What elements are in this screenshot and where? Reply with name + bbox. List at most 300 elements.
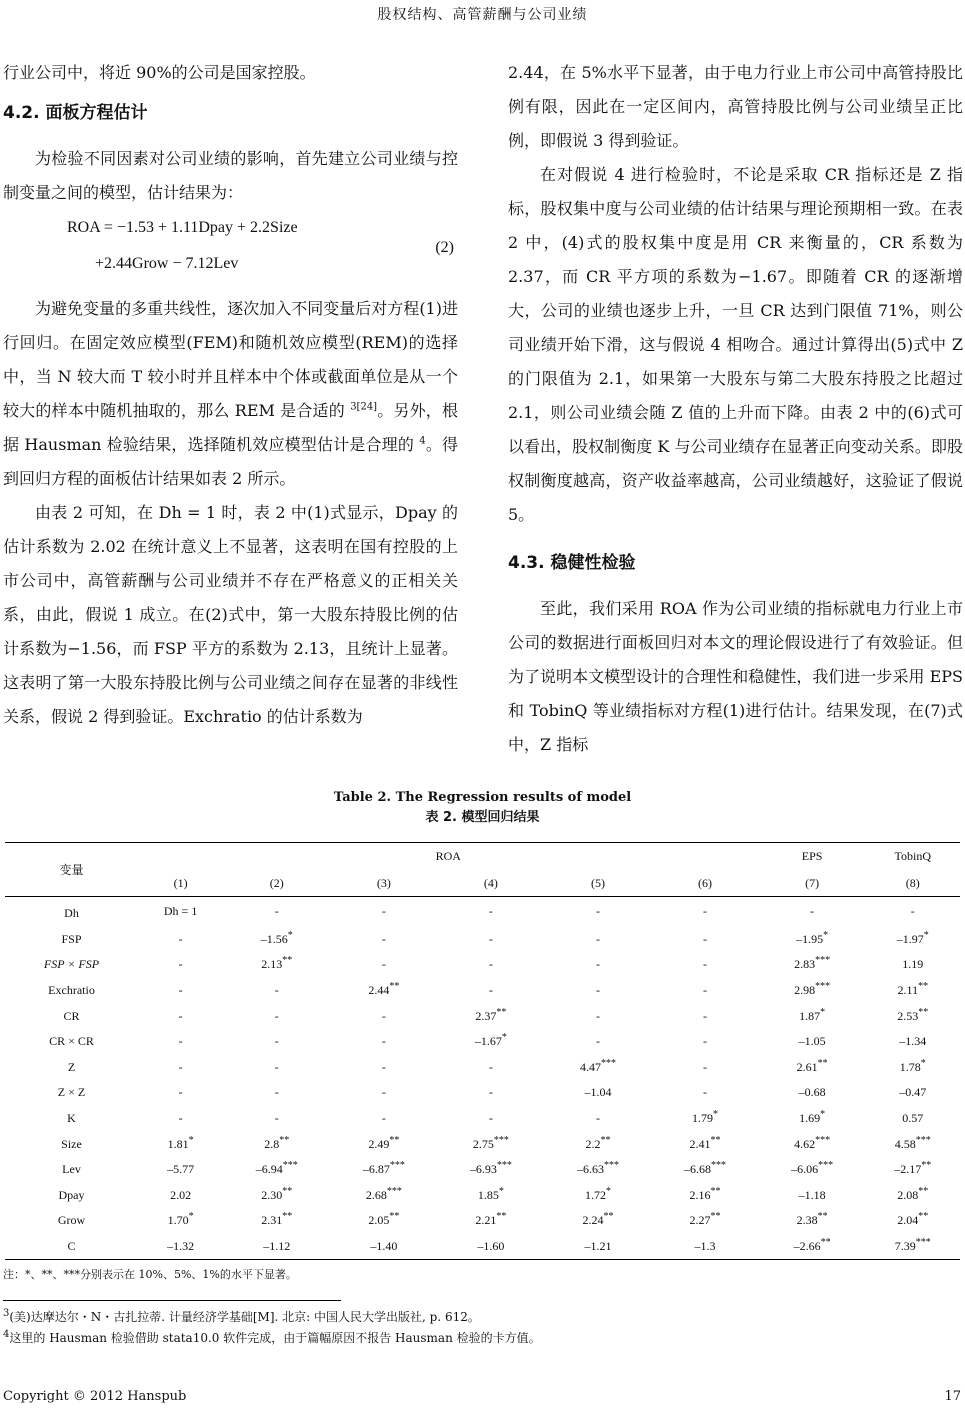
table-cell — [437, 1131, 544, 1157]
table-cell — [866, 897, 960, 927]
table-cell — [866, 1131, 960, 1157]
column-header: (5) — [544, 870, 651, 897]
row-variable-label: FSP × FSP — [43, 957, 100, 972]
table-cell — [759, 897, 866, 927]
cell-value: - — [178, 1085, 183, 1100]
significance-mark: *** — [386, 1185, 402, 1197]
table-cell — [759, 1208, 866, 1234]
significance-mark: ** — [282, 1185, 293, 1197]
row-variable: K — [67, 1111, 76, 1126]
cell-value: 0.57 — [902, 1111, 924, 1126]
row-variable: Dpay — [58, 1187, 85, 1202]
cell-value: 2.83 — [794, 957, 816, 972]
cell-value: 2.21 — [475, 1213, 497, 1228]
significance-mark: *** — [815, 955, 831, 967]
equation-number: (2) — [435, 239, 454, 256]
running-head: 股权结构、高管薪酬与公司业绩 — [377, 7, 588, 23]
cell-value: - — [381, 1111, 386, 1126]
cell-value: –6.68 — [684, 1162, 712, 1177]
table-cell — [544, 1234, 651, 1260]
row-variable: CR × CR — [49, 1034, 94, 1049]
cell-value: 2.38 — [796, 1213, 818, 1228]
table-cell — [759, 1157, 866, 1183]
cell-value: - — [703, 931, 708, 946]
table-cell — [138, 1080, 223, 1106]
table-cell — [651, 1208, 758, 1234]
cell-value: –2.17 — [894, 1162, 922, 1177]
column-header: (7) — [759, 870, 866, 897]
table-cell — [330, 1003, 437, 1029]
table-cell — [866, 1029, 960, 1055]
cell-value: - — [703, 983, 708, 998]
significance-mark: * — [923, 929, 929, 941]
text-run: 。另外，根据 Hausman 检验结果，选择随机效应模型估计是合理的 — [3, 401, 458, 454]
cell-value: - — [178, 1111, 183, 1126]
cell-value: 2.16 — [689, 1187, 711, 1202]
table-cell — [223, 1208, 330, 1234]
cell-value: 2.02 — [170, 1187, 192, 1202]
cell-value: - — [178, 1059, 183, 1074]
table-cell — [437, 1157, 544, 1183]
cell-value: –6.87 — [362, 1162, 390, 1177]
table-cell — [544, 927, 651, 953]
equation-line-1: ROA = −1.53 + 1.11Dpay + 2.2Size — [67, 219, 298, 236]
equation-line-2: +2.44Grow − 7.12Lev — [95, 255, 239, 272]
footnote-ref: 4 — [419, 435, 426, 447]
table-row — [5, 978, 960, 1004]
significance-mark: ** — [918, 1211, 929, 1223]
table-row — [5, 927, 960, 953]
table-cell — [138, 1157, 223, 1183]
significance-mark: * — [501, 1032, 507, 1044]
cell-value: - — [703, 1008, 708, 1023]
table-cell — [866, 1055, 960, 1081]
table-cell — [437, 1029, 544, 1055]
table-cell — [437, 1055, 544, 1081]
cell-value: - — [381, 957, 386, 972]
table-cell — [759, 1106, 866, 1132]
row-variable: Z — [67, 1059, 76, 1074]
table-cell — [330, 978, 437, 1004]
cell-value: 1.79 — [692, 1111, 714, 1126]
cell-value: - — [274, 983, 279, 998]
significance-mark: ** — [389, 981, 400, 993]
table-cell — [223, 1183, 330, 1209]
table-cell — [138, 1208, 223, 1234]
significance-mark: *** — [815, 1134, 831, 1146]
table-cell — [866, 978, 960, 1004]
cell-value: - — [381, 1085, 386, 1100]
significance-mark: * — [820, 1109, 826, 1121]
footnote-mark: 3 — [3, 1308, 10, 1319]
table-cell — [330, 1234, 437, 1260]
significance-mark: ** — [817, 1057, 828, 1069]
cell-value: Dh = 1 — [163, 904, 198, 919]
table-cell — [866, 1080, 960, 1106]
table-row — [5, 897, 960, 927]
table-cell — [223, 1234, 330, 1260]
table-cell — [138, 1131, 223, 1157]
cell-value: - — [178, 957, 183, 972]
cell-value: 1.81 — [167, 1136, 189, 1151]
table-cell — [138, 1106, 223, 1132]
cell-value: - — [488, 904, 493, 919]
table-cell — [759, 1029, 866, 1055]
table-cell — [437, 897, 544, 927]
cell-value: - — [381, 1034, 386, 1049]
row-variable: Z × Z — [57, 1085, 86, 1100]
cell-value: - — [595, 983, 600, 998]
table-cell — [544, 1131, 651, 1157]
significance-mark: * — [605, 1185, 611, 1197]
cell-value: - — [178, 983, 183, 998]
equation-2 — [3, 210, 458, 288]
cell-value: 2.05 — [368, 1213, 390, 1228]
column-header: (2) — [223, 870, 330, 897]
row-variable: Grow — [57, 1213, 86, 1228]
column-header: (8) — [866, 870, 960, 897]
cell-value: 1.87 — [799, 1008, 821, 1023]
paragraph: 为检验不同因素对公司业绩的影响，首先建立公司业绩与控制变量之间的模型，估计结果为： — [3, 149, 458, 202]
table-cell — [651, 927, 758, 953]
table-cell — [651, 1183, 758, 1209]
cell-value: –1.60 — [477, 1239, 505, 1254]
row-variable: Size — [61, 1136, 82, 1151]
significance-mark: ** — [710, 1185, 721, 1197]
table-cell — [437, 927, 544, 953]
table-cell — [759, 952, 866, 978]
table-cell — [330, 927, 437, 953]
cell-value: –1.12 — [263, 1239, 291, 1254]
table-cell — [651, 952, 758, 978]
cell-value: - — [381, 904, 386, 919]
cell-value: - — [595, 931, 600, 946]
table-cell — [330, 952, 437, 978]
cell-value: 4.62 — [794, 1136, 816, 1151]
cell-value: –1.97 — [896, 931, 924, 946]
cell-value: - — [488, 1085, 493, 1100]
cell-value: –2.66 — [793, 1239, 821, 1254]
cell-value: 2.27 — [689, 1213, 711, 1228]
table-cell — [651, 978, 758, 1004]
table-cell — [544, 1029, 651, 1055]
significance-mark: ** — [918, 1185, 929, 1197]
table-cell — [866, 1003, 960, 1029]
significance-mark: *** — [915, 1134, 931, 1146]
table-cell — [544, 1183, 651, 1209]
cell-value: - — [381, 1008, 386, 1023]
group-header-eps: EPS — [759, 843, 866, 871]
cell-value: 2.08 — [897, 1187, 919, 1202]
table-cell — [330, 1183, 437, 1209]
cell-value: 1.70 — [167, 1213, 189, 1228]
cell-value: - — [178, 1008, 183, 1023]
cell-value: 2.11 — [897, 983, 919, 998]
table-row — [5, 1208, 960, 1234]
significance-mark: *** — [915, 1237, 931, 1249]
cell-value: - — [488, 957, 493, 972]
paragraph: 2.44，在 5%水平下显著，由于电力行业上市公司中高管持股比例有限，因此在一定区间内，高管持股比例与公司业绩呈正比例，即假说 3 得到验证。 — [508, 63, 963, 150]
table-cell — [759, 1003, 866, 1029]
cell-value: 2.31 — [261, 1213, 283, 1228]
cell-value: –1.56 — [260, 931, 288, 946]
significance-mark: ** — [820, 1237, 831, 1249]
table-cell — [866, 1234, 960, 1260]
cell-value: - — [178, 1034, 183, 1049]
significance-mark: ** — [496, 1211, 507, 1223]
cell-value: –1.40 — [370, 1239, 398, 1254]
significance-mark: ** — [710, 1134, 721, 1146]
table-cell — [223, 952, 330, 978]
cell-value: –5.77 — [167, 1162, 195, 1177]
cell-value: 1.85 — [477, 1187, 499, 1202]
cell-value: –1.95 — [796, 931, 824, 946]
cell-value: –6.94 — [255, 1162, 283, 1177]
cell-value: - — [274, 1008, 279, 1023]
table-cell — [759, 1183, 866, 1209]
table-cell — [330, 1029, 437, 1055]
cell-value: 2.53 — [897, 1008, 919, 1023]
cell-value: - — [381, 1059, 386, 1074]
table-cell — [330, 1106, 437, 1132]
table-cell — [759, 1055, 866, 1081]
table-cell — [223, 1029, 330, 1055]
cell-value: 1.78 — [899, 1059, 921, 1074]
table-cell — [651, 1003, 758, 1029]
significance-mark: *** — [815, 981, 831, 993]
table-cell — [544, 897, 651, 927]
significance-mark: *** — [600, 1057, 616, 1069]
significance-mark: *** — [603, 1160, 619, 1172]
table-cell — [223, 1055, 330, 1081]
cell-value: - — [595, 1111, 600, 1126]
cell-value: –1.04 — [584, 1085, 612, 1100]
table-cell — [866, 1183, 960, 1209]
table-row — [5, 1003, 960, 1029]
section-heading-4-3: 4.3. 稳健性检验 — [508, 553, 636, 573]
table-cell — [138, 952, 223, 978]
cell-value: –0.68 — [798, 1085, 826, 1100]
cell-value: - — [488, 931, 493, 946]
cell-value: - — [274, 1034, 279, 1049]
table-cell — [651, 1080, 758, 1106]
table-row — [5, 1106, 960, 1132]
significance-mark: ** — [918, 981, 929, 993]
significance-mark: ** — [389, 1134, 400, 1146]
cell-value: –1.32 — [167, 1239, 195, 1254]
table-cell — [544, 1080, 651, 1106]
significance-mark: * — [287, 929, 293, 941]
row-variable: C — [5, 1234, 138, 1260]
table-cell — [759, 1234, 866, 1260]
cell-value: - — [488, 1111, 493, 1126]
cell-value: - — [274, 1085, 279, 1100]
cell-value: - — [178, 931, 183, 946]
cell-value: - — [595, 1034, 600, 1049]
table-cell — [866, 952, 960, 978]
cell-value: - — [703, 1059, 708, 1074]
table-cell — [544, 952, 651, 978]
table-row — [5, 1080, 960, 1106]
copyright: Copyright © 2012 Hanspub — [3, 1389, 187, 1404]
table-cell — [651, 1106, 758, 1132]
significance-mark: ** — [600, 1134, 611, 1146]
table-cell — [651, 897, 758, 927]
significance-mark: *** — [496, 1160, 512, 1172]
text-run: 。得到回归方程的面板估计结果如表 2 所示。 — [3, 435, 458, 488]
table-cell — [138, 1003, 223, 1029]
var-header: 变量 — [5, 843, 138, 897]
significance-mark: *** — [282, 1160, 298, 1172]
regression-table — [5, 842, 960, 1260]
table-cell — [544, 1208, 651, 1234]
cell-value: - — [810, 904, 815, 919]
table-cell — [759, 978, 866, 1004]
table-row — [5, 1131, 960, 1157]
cell-value: - — [703, 957, 708, 972]
significance-mark: ** — [921, 1160, 932, 1172]
table-cell — [138, 1183, 223, 1209]
footnote-3 — [3, 1309, 480, 1325]
footnote-text: 这里的 Hausman 检验借助 stata10.0 软件完成，由于篇幅原因不报告 Hausman 检验的卡方值。 — [9, 1331, 541, 1345]
footnote-divider — [3, 1300, 341, 1301]
cell-value: 2.68 — [365, 1187, 387, 1202]
paragraph: 在对假说 4 进行检验时，不论是采取 CR 指标还是 Z 指标，股权集中度与公司业绩的估计结果与理论预期相一致。在表 2 中，(4)式的股权集中度是用 CR 来衡量的，CR 系数为 2.37，而 CR 平方项的系数为−1.67。即随着 CR 的逐渐增大，公司的业绩也逐步上升，一旦 CR 达到门限值 71%，则公司业绩开始下滑，这与假说 4 相吻合。通过计算得出(5)式中 Z 的门限值为 2.1，如果第一大股东与第二大股东持股之比超过 2.1，则公司业绩会随 Z 值的上升而下降。由表 2 中的(6)式可以看出，股权制衡度 K 与公司业绩存在显著正向变动关系。即股权制衡度越高，资产收益率越高，公司业绩越好，这验证了假说 5。 — [508, 165, 963, 524]
table-cell — [544, 1157, 651, 1183]
group-header-roa: ROA — [138, 843, 759, 871]
significance-mark: ** — [282, 1211, 293, 1223]
table-cell — [866, 927, 960, 953]
cell-value: 4.58 — [894, 1136, 916, 1151]
cell-value: 2.04 — [897, 1213, 919, 1228]
page-number: 17 — [944, 1389, 961, 1404]
significance-mark: ** — [603, 1211, 614, 1223]
table-cell — [138, 978, 223, 1004]
row-variable: Dh — [64, 906, 79, 921]
cell-value: 2.2 — [585, 1136, 601, 1151]
table-cell — [330, 1208, 437, 1234]
cell-value: - — [274, 1111, 279, 1126]
cell-value: - — [595, 957, 600, 972]
cell-value: - — [910, 904, 915, 919]
table-cell — [223, 927, 330, 953]
table-cell — [437, 952, 544, 978]
cell-value: 1.19 — [902, 957, 924, 972]
significance-mark: *** — [818, 1160, 834, 1172]
table-cell — [330, 1157, 437, 1183]
table-cell — [437, 978, 544, 1004]
table-cell — [437, 1080, 544, 1106]
table-cell — [138, 1029, 223, 1055]
table-cell — [437, 1003, 544, 1029]
significance-mark: * — [498, 1185, 504, 1197]
significance-mark: ** — [279, 1134, 290, 1146]
cell-value: - — [274, 904, 279, 919]
table-cell — [544, 1003, 651, 1029]
table-cell — [651, 1234, 758, 1260]
footnote-4 — [3, 1330, 541, 1346]
significance-mark: * — [823, 929, 829, 941]
cell-value: –1.3 — [694, 1239, 716, 1254]
table-cell — [866, 1106, 960, 1132]
table-cell — [223, 1131, 330, 1157]
cell-value: –6.06 — [791, 1162, 819, 1177]
table-note: 注：*、**、***分别表示在 10%、5%、1%的水平下显著。 — [3, 1268, 297, 1281]
table-row — [5, 1055, 960, 1081]
table-cell — [651, 1131, 758, 1157]
paragraph: 行业公司中，将近 90%的公司是国家控股。 — [3, 63, 316, 82]
cell-value: 7.39 — [894, 1239, 916, 1254]
table-cell — [544, 1106, 651, 1132]
significance-mark: ** — [282, 955, 293, 967]
cell-value: - — [703, 904, 708, 919]
table-cell — [759, 1131, 866, 1157]
table-cell — [223, 1157, 330, 1183]
table-cell — [223, 897, 330, 927]
cell-value: 2.49 — [368, 1136, 390, 1151]
table-cell — [437, 1208, 544, 1234]
cell-value: –1.34 — [899, 1034, 927, 1049]
cell-value: 1.72 — [584, 1187, 606, 1202]
table-cell — [223, 1003, 330, 1029]
significance-mark: * — [188, 1134, 194, 1146]
table-row — [5, 952, 960, 978]
table-cell — [330, 897, 437, 927]
table-cell — [138, 927, 223, 953]
cell-value: 2.37 — [475, 1008, 497, 1023]
right-column — [508, 56, 963, 762]
cell-value: –6.93 — [469, 1162, 497, 1177]
paragraph: 至此，我们采用 ROA 作为公司业绩的指标就电力行业上市公司的数据进行面板回归对本文的理论假设进行了有效验证。但为了说明本文模型设计的合理性和稳健性，我们进一步采用 EPS 和 TobinQ 等业绩指标对方程(1)进行估计。结果发现，在(7)式中，Z 指标 — [508, 599, 963, 754]
table-cell — [651, 1157, 758, 1183]
cell-value: - — [274, 1059, 279, 1074]
significance-mark: * — [820, 1006, 826, 1018]
cell-value: 2.41 — [689, 1136, 711, 1151]
column-header: (4) — [437, 870, 544, 897]
significance-mark: ** — [710, 1211, 721, 1223]
significance-mark: *** — [389, 1160, 405, 1172]
cell-value: 2.61 — [796, 1059, 818, 1074]
table-cell — [223, 1080, 330, 1106]
table-cell — [866, 1157, 960, 1183]
column-header-row — [5, 870, 960, 897]
group-header-tobinq: TobinQ — [866, 843, 960, 871]
footnote-text: (美)达摩达尔・N・古扎拉蒂. 计量经济学基础[M]. 北京: 中国人民大学出版社, p. 612。 — [9, 1310, 480, 1324]
table-cell — [437, 1234, 544, 1260]
table-cell — [138, 1234, 223, 1260]
row-variable: Exchratio — [48, 983, 95, 998]
table-caption-cn: 表 2. 模型回归结果 — [425, 810, 540, 825]
table-row — [5, 1234, 960, 1260]
cell-value: - — [703, 1034, 708, 1049]
cell-value: - — [703, 1085, 708, 1100]
cell-value: –1.21 — [584, 1239, 612, 1254]
cell-value: 2.30 — [261, 1187, 283, 1202]
cell-value: 2.8 — [264, 1136, 280, 1151]
section-heading-4-2: 4.2. 面板方程估计 — [3, 103, 148, 123]
significance-mark: ** — [389, 1211, 400, 1223]
table-cell — [544, 978, 651, 1004]
cell-value: –1.18 — [798, 1187, 826, 1202]
cell-value: - — [488, 983, 493, 998]
table-row — [5, 1029, 960, 1055]
table-row — [5, 1183, 960, 1209]
row-variable: CR — [63, 1008, 80, 1023]
cell-value: - — [595, 904, 600, 919]
table-cell — [651, 1055, 758, 1081]
table-cell — [437, 1183, 544, 1209]
row-variable: Lev — [62, 1162, 81, 1177]
